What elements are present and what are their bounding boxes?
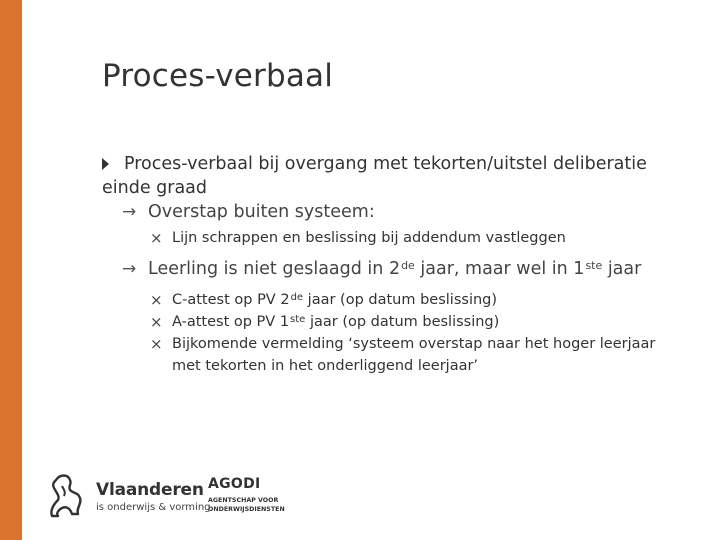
lion-icon <box>48 472 86 518</box>
list-item-text-a: A-attest op PV 1 <box>172 314 290 330</box>
superscript: ste <box>290 314 306 325</box>
cross-icon: × <box>150 313 163 331</box>
superscript: de <box>401 259 415 272</box>
superscript: ste <box>585 259 603 272</box>
sub-bullet-text-c: jaar <box>602 259 642 279</box>
sub-bullet-1 <box>122 200 682 224</box>
bullet-level1 <box>102 152 682 200</box>
list-item-text-a: C-attest op PV 2 <box>172 292 290 308</box>
list-item-text: Lijn schrappen en beslissing bij addendum vastleggen <box>172 230 566 246</box>
cross-icon: × <box>150 291 163 309</box>
triangle-bullet-icon <box>102 158 109 170</box>
agodi-logo-text: AGODI <box>208 476 261 492</box>
list-item-text-b: jaar (op datum beslissing) <box>303 292 498 308</box>
list-item <box>148 227 682 249</box>
bullet-text: Proces-verbaal bij overgang met tekorten/uitstel deliberatie einde graad <box>102 154 647 198</box>
cross-icon: × <box>150 229 163 247</box>
agodi-tagline: AGENTSCHAP VOOR ONDERWIJSDIENSTEN <box>208 497 285 513</box>
list-item-text: Bijkomende vermelding ‘systeem overstap naar het hoger leerjaar met tekorten in het onderliggend leerjaar’ <box>172 336 656 374</box>
footer-logos <box>48 470 308 530</box>
cross-icon: × <box>150 335 163 353</box>
slide-title: Proces-verbaal <box>102 58 334 94</box>
list-item-text-b: jaar (op datum beslissing) <box>305 314 500 330</box>
superscript: de <box>290 292 304 303</box>
sub-bullet-text-b: jaar, maar wel in 1 <box>414 259 585 279</box>
sub-bullet-text: Overstap buiten systeem: <box>148 202 375 222</box>
arrow-icon: → <box>122 202 137 222</box>
list-item <box>148 289 682 311</box>
slide-content <box>102 152 682 377</box>
arrow-icon: → <box>122 259 137 279</box>
accent-side-bar <box>0 0 22 540</box>
list-item <box>148 333 682 377</box>
list-item <box>148 311 682 333</box>
sub-bullet-text-a: Leerling is niet geslaagd in 2 <box>148 259 401 279</box>
vlaanderen-tagline: is onderwijs & vorming <box>96 502 211 513</box>
vlaanderen-logo-text: Vlaanderen <box>96 480 204 500</box>
sub-bullet-2 <box>122 257 682 281</box>
